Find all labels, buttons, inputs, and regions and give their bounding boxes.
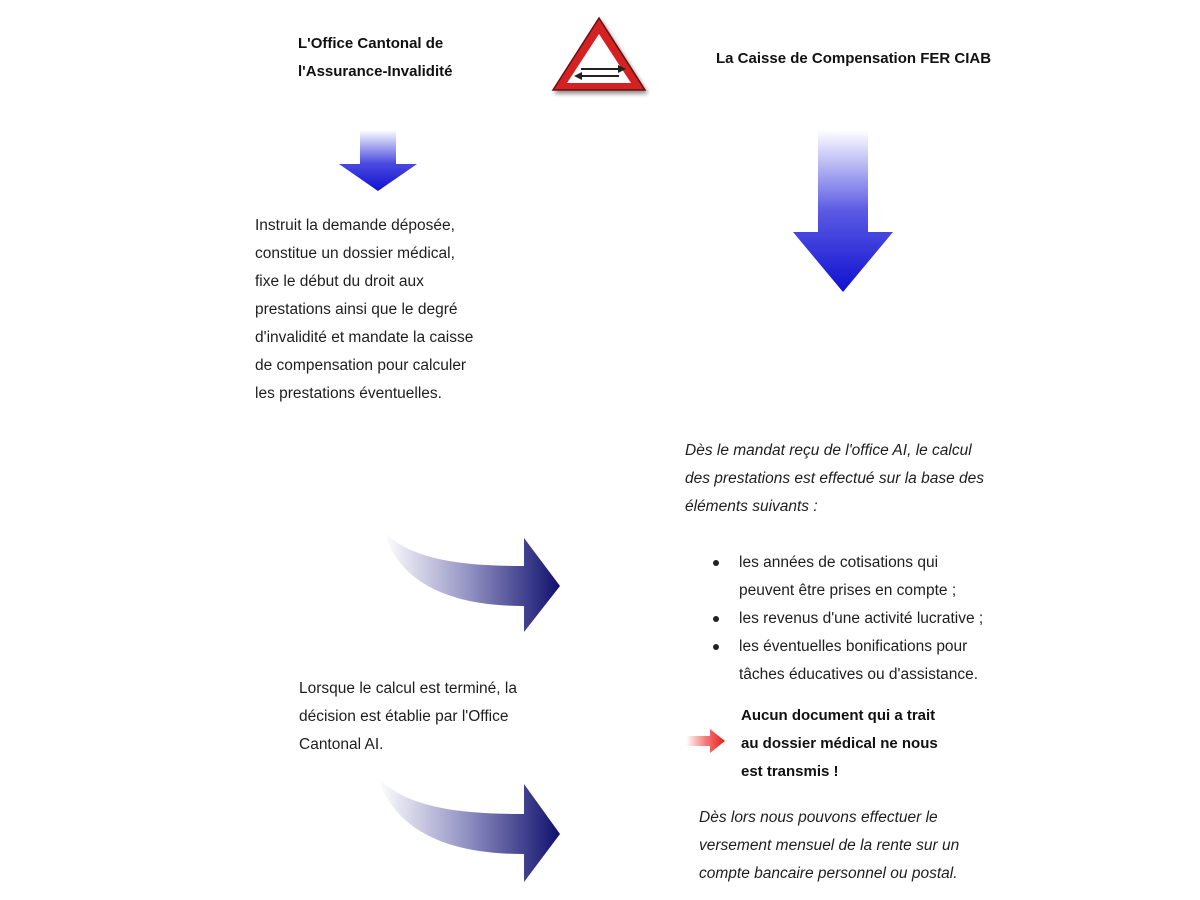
curved-right-arrow-icon bbox=[376, 776, 562, 884]
description-line: d'invalidité et mandate la caisse bbox=[255, 329, 474, 346]
intro-line: Dès le mandat reçu de l'office AI, le calcul bbox=[685, 442, 972, 459]
list-item-line: les revenus d'une activité lucrative ; bbox=[739, 610, 984, 627]
list-item bbox=[709, 605, 1029, 633]
intro-line: éléments suivants : bbox=[685, 498, 818, 515]
pointer-arrow-icon bbox=[686, 728, 726, 754]
description-line: constitue un dossier médical, bbox=[255, 245, 455, 262]
caisse-intro bbox=[685, 437, 1015, 521]
bullet-icon bbox=[713, 560, 719, 566]
description-line: Instruit la demande déposée, bbox=[255, 217, 455, 234]
list-item-line: les années de cotisations qui bbox=[739, 554, 939, 571]
warning-line: Aucun document qui a trait bbox=[741, 707, 936, 724]
office-ai-title bbox=[298, 30, 498, 86]
down-arrow-icon bbox=[791, 130, 895, 294]
list-item-line: les éventuelles bonifications pour bbox=[739, 638, 968, 655]
office-ai-title-line: L'Office Cantonal de bbox=[298, 35, 444, 52]
bullet-icon bbox=[713, 616, 719, 622]
closing-text bbox=[699, 804, 1019, 888]
closing-line: versement mensuel de la rente sur un bbox=[699, 837, 960, 854]
list-item-line: peuvent être prises en compte ; bbox=[739, 582, 957, 599]
down-arrow-icon bbox=[337, 130, 419, 192]
decision-line: Cantonal AI. bbox=[299, 736, 384, 753]
decision-text bbox=[299, 675, 559, 759]
description-line: fixe le début du droit aux bbox=[255, 273, 424, 290]
calculation-elements-list bbox=[709, 549, 1029, 689]
decision-line: décision est établie par l'Office bbox=[299, 708, 509, 725]
closing-line: Dès lors nous pouvons effectuer le bbox=[699, 809, 938, 826]
description-line: les prestations éventuelles. bbox=[255, 385, 442, 402]
description-line: de compensation pour calculer bbox=[255, 357, 467, 374]
office-ai-title-line: l'Assurance-Invalidité bbox=[298, 63, 453, 80]
list-item-line: tâches éducatives ou d'assistance. bbox=[739, 666, 979, 683]
warning-line: est transmis ! bbox=[741, 763, 839, 780]
bullet-icon bbox=[713, 644, 719, 650]
office-ai-description bbox=[255, 212, 515, 408]
intro-line: des prestations est effectué sur la base des bbox=[685, 470, 984, 487]
warning-line: au dossier médical ne nous bbox=[741, 735, 938, 752]
caisse-title: La Caisse de Compensation FER CIAB bbox=[716, 50, 992, 67]
list-item bbox=[709, 633, 1029, 689]
exchange-warning-triangle-icon bbox=[548, 14, 650, 100]
description-line: prestations ainsi que le degré bbox=[255, 301, 458, 318]
curved-right-arrow-icon bbox=[382, 530, 562, 634]
warning-text bbox=[741, 702, 971, 786]
closing-line: compte bancaire personnel ou postal. bbox=[699, 865, 958, 882]
list-item bbox=[709, 549, 1029, 605]
decision-line: Lorsque le calcul est terminé, la bbox=[299, 680, 517, 697]
